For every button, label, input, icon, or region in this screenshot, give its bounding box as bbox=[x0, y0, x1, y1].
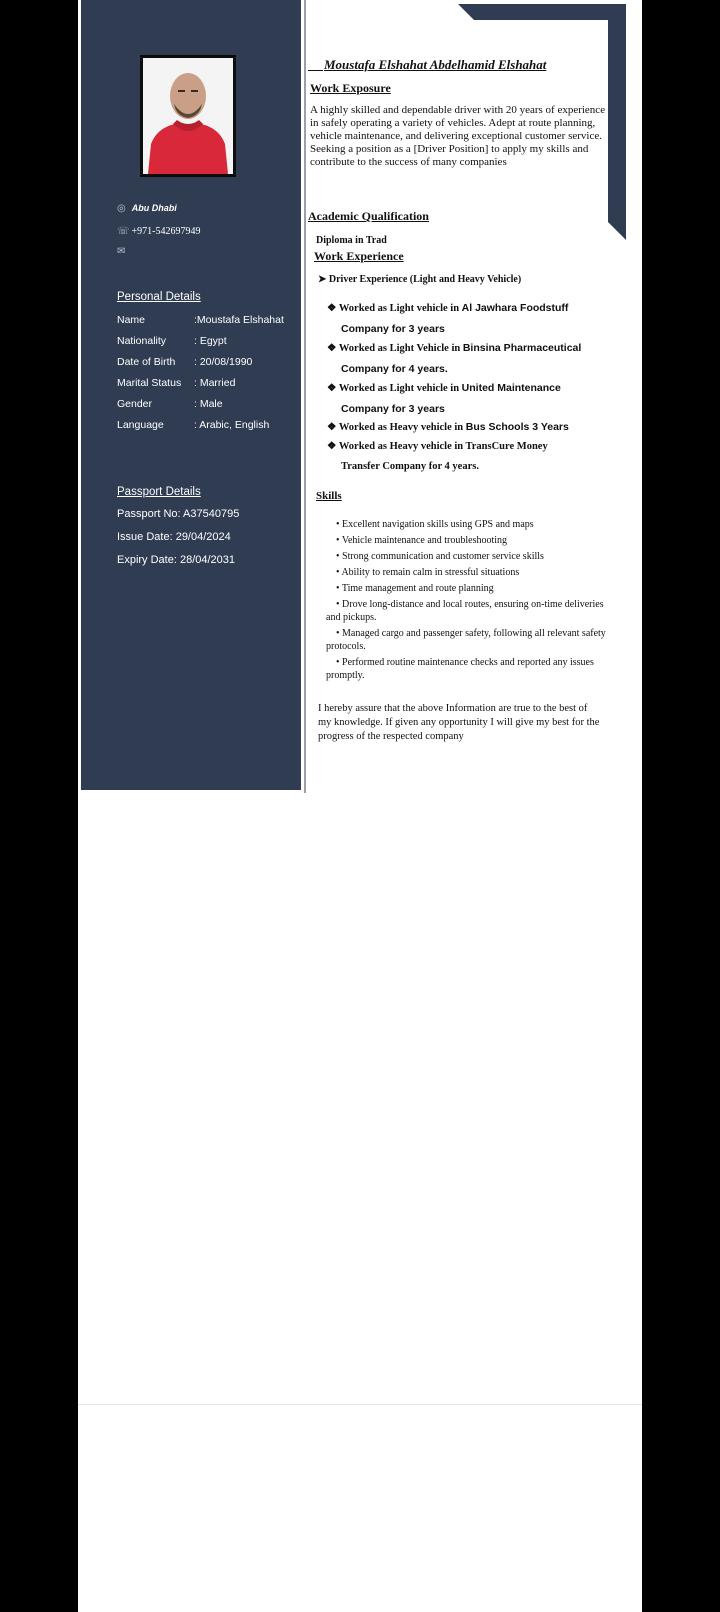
skill-item: • Ability to remain calm in stressful situations bbox=[336, 567, 520, 578]
skill-item: • Performed routine maintenance checks and reported any issues promptly. bbox=[326, 657, 594, 681]
page-separator bbox=[78, 1404, 642, 1405]
skill-text: Strong communication and customer service skills bbox=[342, 551, 544, 562]
skill-item: • Vehicle maintenance and troubleshooting bbox=[336, 535, 508, 546]
issue-date: Issue Date: 29/04/2024 bbox=[117, 531, 231, 543]
personal-value: :Moustafa Elshahat bbox=[194, 314, 284, 326]
diamond-bullet-icon: ❖ bbox=[327, 343, 339, 354]
main-content bbox=[78, 0, 642, 800]
skills-list bbox=[326, 518, 611, 685]
skill-text: Ability to remain calm in stressful situations bbox=[341, 567, 520, 578]
experience-text: Worked as Light vehicle in bbox=[338, 383, 462, 394]
experience-company: Binsina Pharmaceutical bbox=[462, 342, 582, 354]
skill-item: • Time management and route planning bbox=[336, 583, 494, 594]
diamond-bullet-icon: ❖ bbox=[327, 383, 339, 394]
academic-title: Academic Qualification bbox=[308, 209, 429, 223]
candidate-name: Moustafa Elshahat Abdelhamid Elshahat bbox=[324, 57, 547, 72]
personal-value: : Egypt bbox=[194, 335, 227, 347]
skill-item: • Drove long-distance and local routes, ensuring on-time deliveries and pickups. bbox=[326, 599, 604, 623]
personal-value: : 20/08/1990 bbox=[194, 356, 253, 368]
personal-label: Language bbox=[117, 419, 164, 431]
skill-item: • Strong communication and customer service skills bbox=[336, 551, 544, 562]
experience-item bbox=[327, 378, 561, 419]
email-icon: ✉ bbox=[117, 246, 126, 257]
experience-item bbox=[327, 338, 581, 379]
personal-label: Marital Status bbox=[117, 377, 182, 389]
work-experience-title: Work Experience bbox=[314, 249, 404, 263]
personal-label: Name bbox=[117, 314, 146, 326]
experience-text: Worked as Heavy vehicle in bbox=[338, 422, 466, 433]
skill-item: • Managed cargo and passenger safety, following all relevant safety protocols. bbox=[326, 628, 606, 652]
experience-duration: Transfer Company for 4 years. bbox=[341, 461, 479, 472]
location-icon: ◎ bbox=[117, 203, 126, 214]
experience-company: United Maintenance bbox=[461, 382, 561, 394]
phone-text: +971-542697949 bbox=[131, 226, 201, 237]
personal-value: : Male bbox=[194, 398, 223, 410]
experience-item bbox=[327, 417, 569, 438]
arrow-bullet-icon: ➤ bbox=[318, 274, 329, 285]
skills-title: Skills bbox=[316, 490, 342, 502]
experience-header bbox=[318, 273, 521, 286]
work-exposure-text: A highly skilled and dependable driver with 20 years of experience in safely operating a variety of vehicles. Adept at route planning, vehicle maintenance, and delivering exceptional customer service. Seeking a position as a [Driver Position] to apply my skills and contribute to the success of many companies bbox=[310, 104, 606, 168]
location-text: Abu Dhabi bbox=[131, 203, 177, 213]
name-underline-lead bbox=[308, 70, 323, 71]
diamond-bullet-icon: ❖ bbox=[327, 303, 339, 314]
experience-duration: Company for 4 years. bbox=[341, 363, 448, 375]
skill-text: Excellent navigation skills using GPS and maps bbox=[342, 519, 534, 530]
experience-duration: Company for 3 years bbox=[341, 323, 445, 335]
passport-number: Passport No: A37540795 bbox=[117, 508, 240, 520]
skill-text: Time management and route planning bbox=[341, 583, 494, 594]
passport-details-title: Passport Details bbox=[117, 486, 201, 498]
personal-value: : Married bbox=[194, 377, 236, 389]
declaration-text: I hereby assure that the above Information are true to the best of my knowledge. If given any opportunity I will give my best for the progress of the respected company bbox=[318, 703, 600, 742]
diamond-bullet-icon: ❖ bbox=[327, 422, 339, 433]
experience-text: Worked as Light Vehicle in bbox=[338, 343, 463, 354]
skill-text: Drove long-distance and local routes, ensuring on-time deliveries and pickups. bbox=[326, 599, 604, 623]
personal-label: Gender bbox=[117, 398, 153, 410]
diploma-text: Diploma in Trad bbox=[316, 235, 387, 246]
skill-text: Performed routine maintenance checks and reported any issues promptly. bbox=[326, 657, 594, 681]
resume-page bbox=[78, 0, 642, 1612]
work-exposure-title: Work Exposure bbox=[310, 81, 391, 95]
experience-text: Worked as Heavy vehicle in TransCure Money bbox=[338, 441, 548, 452]
experience-company: Bus Schools 3 Years bbox=[465, 421, 569, 433]
skill-item: • Excellent navigation skills using GPS and maps bbox=[336, 519, 534, 530]
experience-item bbox=[327, 437, 548, 477]
skill-text: Managed cargo and passenger safety, following all relevant safety protocols. bbox=[326, 628, 606, 652]
personal-value: : Arabic, English bbox=[194, 419, 270, 431]
personal-label: Date of Birth bbox=[117, 356, 176, 368]
experience-header-text: Driver Experience (Light and Heavy Vehicle) bbox=[328, 274, 522, 285]
experience-text: Worked as Light vehicle in bbox=[338, 303, 462, 314]
personal-details-title: Personal Details bbox=[117, 291, 201, 303]
personal-label: Nationality bbox=[117, 335, 167, 347]
skill-text: Vehicle maintenance and troubleshooting bbox=[341, 535, 508, 546]
experience-item bbox=[327, 298, 568, 339]
diamond-bullet-icon: ❖ bbox=[327, 441, 339, 452]
experience-duration: Company for 3 years bbox=[341, 403, 445, 415]
phone-icon: ☏ bbox=[117, 226, 130, 237]
experience-company: Al Jawhara Foodstuff bbox=[461, 302, 569, 314]
expiry-date: Expiry Date: 28/04/2031 bbox=[117, 554, 236, 566]
